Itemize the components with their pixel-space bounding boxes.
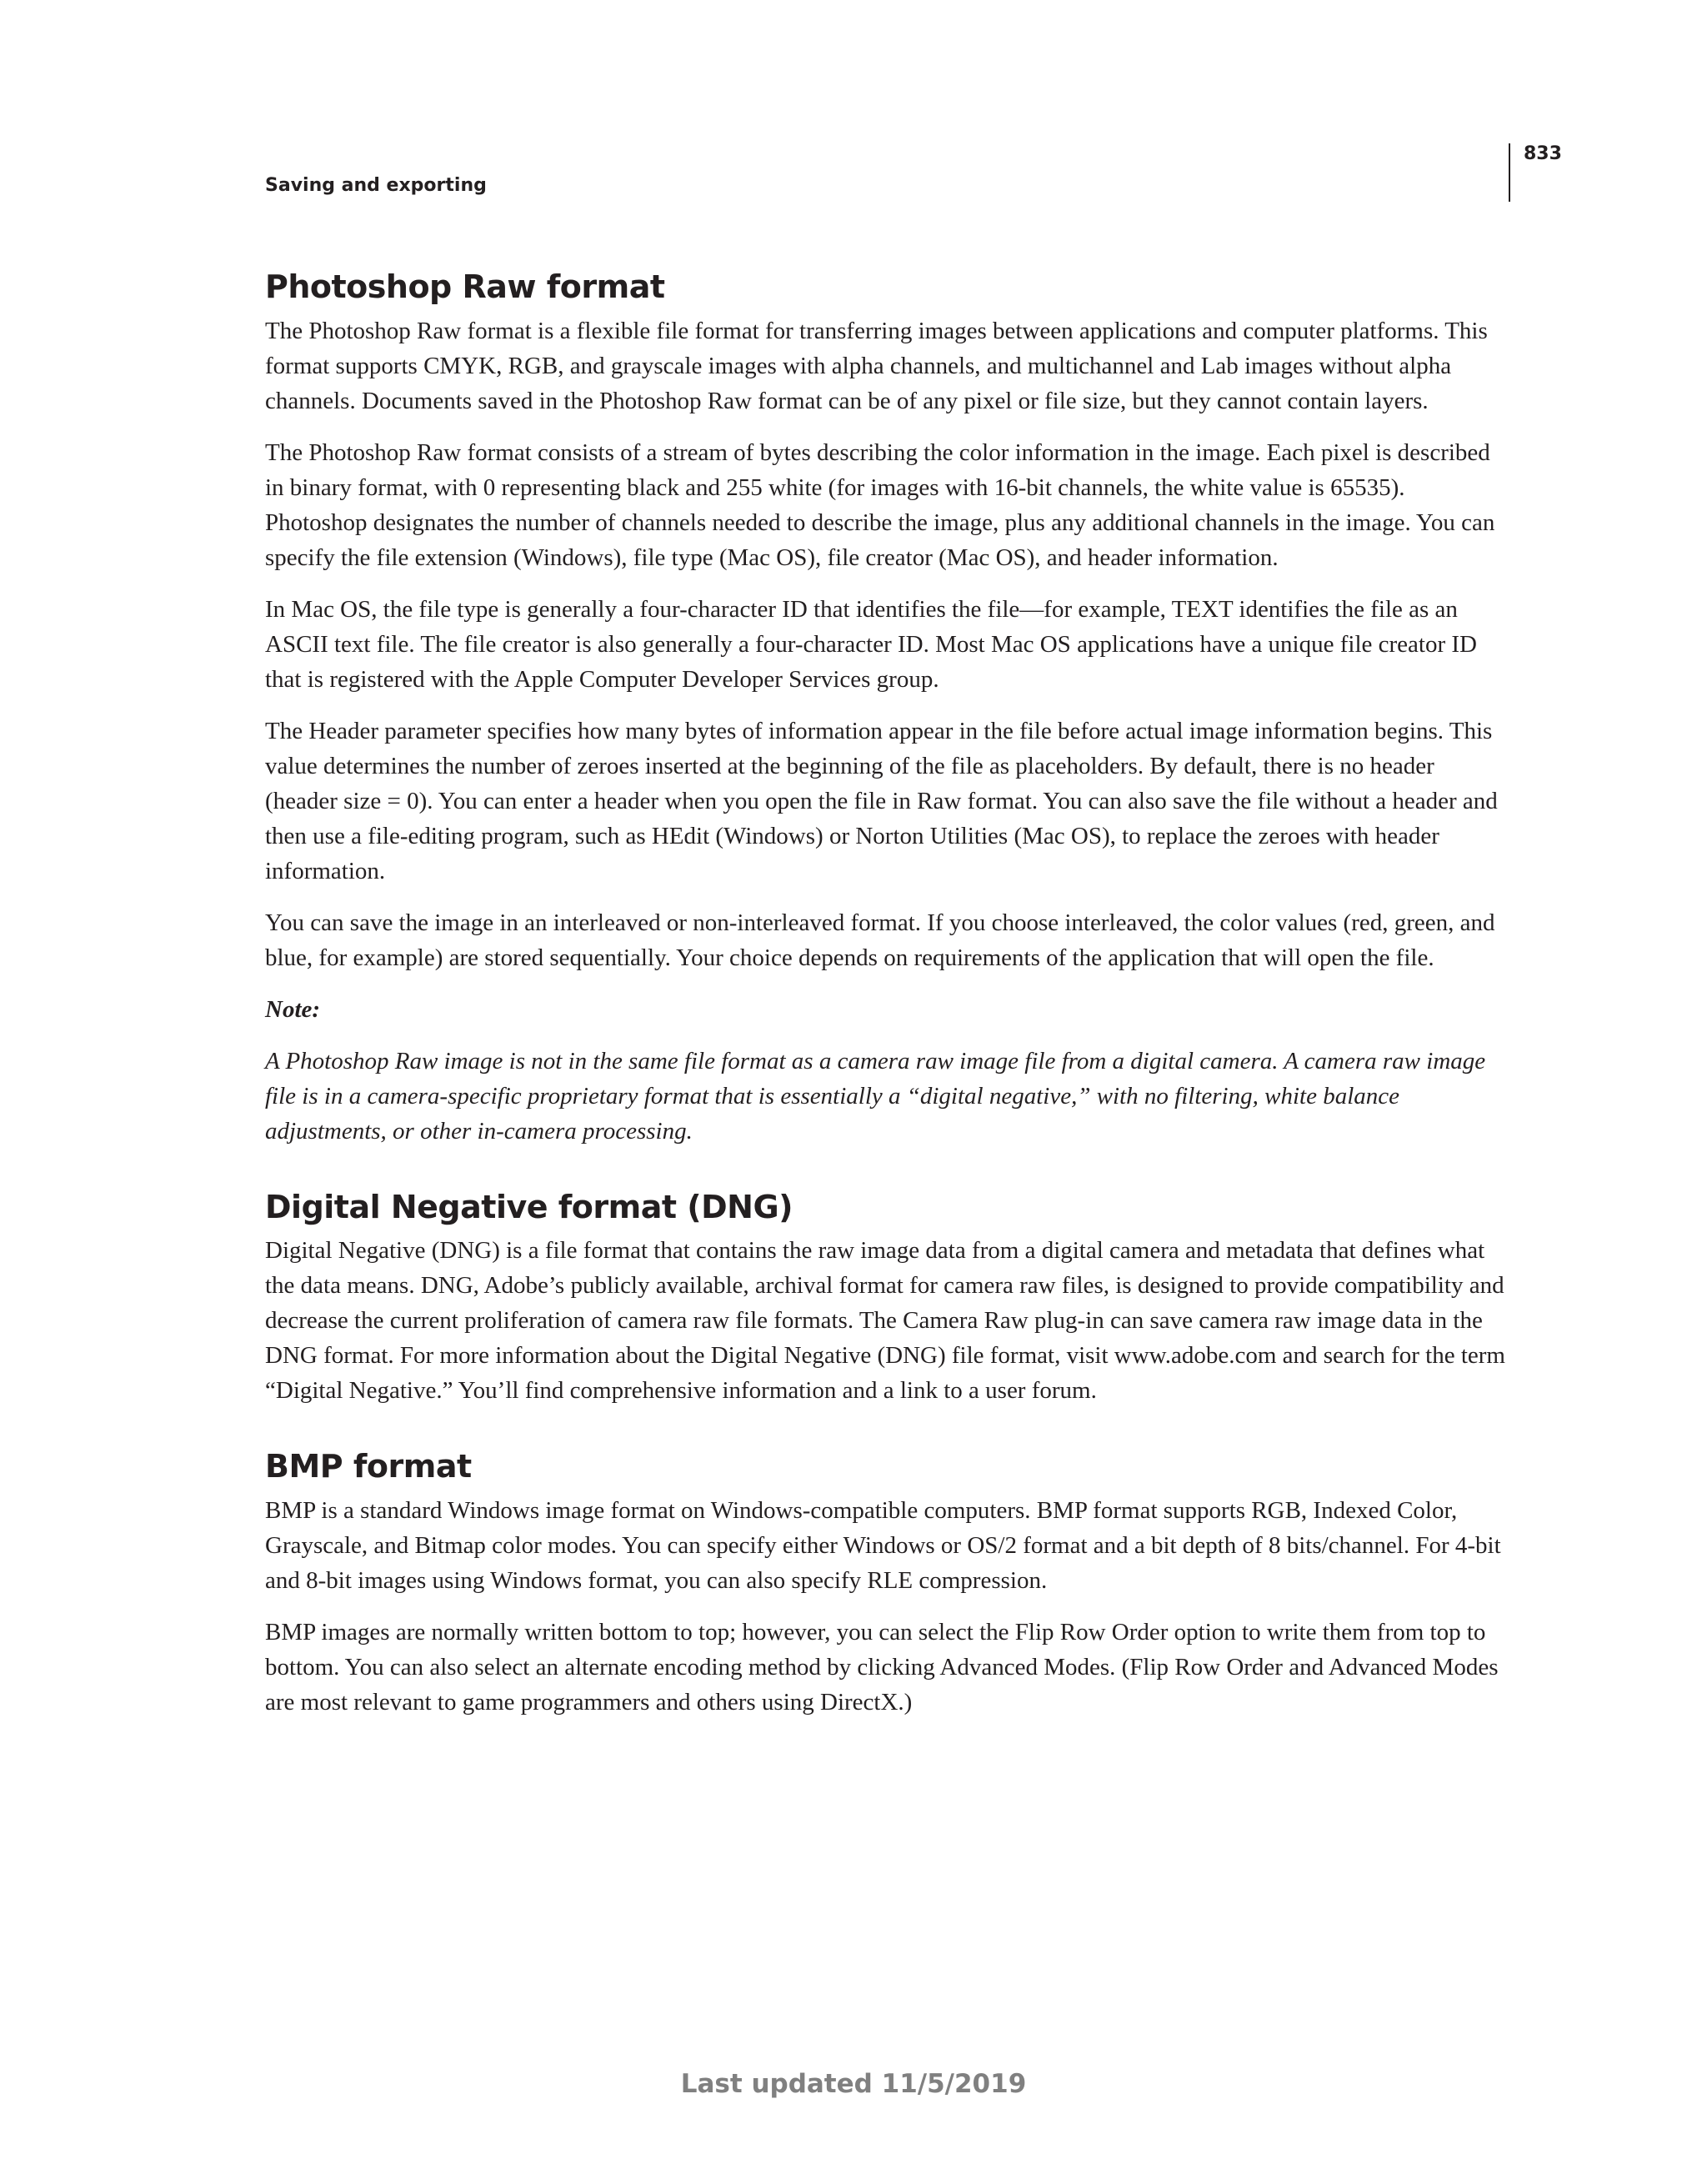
page-content bbox=[265, 268, 1510, 1736]
section-bmp bbox=[265, 1448, 1510, 1720]
note-label: Note: bbox=[265, 995, 321, 1023]
paragraph: BMP images are normally written bottom to top; however, you can select the Flip Row Order option to write them from top to bottom. You can also select an alternate encoding method by clicking Advanced Modes. (Flip Row Order and Advanced Modes are most relevant to game programmers and others using DirectX.) bbox=[265, 1618, 1499, 1716]
header-divider bbox=[1509, 143, 1510, 202]
section-heading: BMP format bbox=[265, 1448, 472, 1485]
page-number: 833 bbox=[1524, 143, 1562, 164]
section-photoshop-raw bbox=[265, 268, 1510, 1149]
paragraph: The Photoshop Raw format consists of a stream of bytes describing the color information in the image. Each pixel is described in binary format, with 0 representing black and 255 white (for images with 16-bit channels, the white value is 65535). Photoshop designates the number of channels needed to describe the image, plus any additional channels in the image. You can specify the file extension (Windows), file type (Mac OS), file creator (Mac OS), and header information. bbox=[265, 438, 1495, 571]
section-heading: Photoshop Raw format bbox=[265, 268, 665, 305]
paragraph: In Mac OS, the file type is generally a four-character ID that identifies the file—for example, TEXT identifies the file as an ASCII text file. The file creator is also generally a four-character ID. Most Mac OS applications have a unique file creator ID that is registered with the Apple Computer Developer Services group. bbox=[265, 595, 1477, 693]
section-heading: Digital Negative format (DNG) bbox=[265, 1188, 793, 1225]
section-dng bbox=[265, 1189, 1510, 1409]
paragraph: The Header parameter specifies how many bytes of information appear in the file before actual image information begins. This value determines the number of zeroes inserted at the beginning of the file as placeholders. By default, there is no header (header size = 0). You can enter a header when you open the file in Raw format. You can also save the file without a header and then use a file-editing program, such as HEdit (Windows) or Norton Utilities (Mac OS), to replace the zeroes with header information. bbox=[265, 717, 1498, 884]
paragraph: The Photoshop Raw format is a flexible file format for transferring images between applications and computer platforms. This format supports CMYK, RGB, and grayscale images with alpha channels, and multichannel and Lab images without alpha channels. Documents saved in the Photoshop Raw format can be of any pixel or file size, but they cannot contain layers. bbox=[265, 317, 1488, 414]
running-header: Saving and exporting bbox=[265, 175, 487, 196]
paragraph: Digital Negative (DNG) is a file format that contains the raw image data from a digital camera and metadata that defines what the data means. DNG, Adobe’s publicly available, archival format for camera raw files, is designed to provide compatibility and decrease the current proliferation of camera raw file formats. The Camera Raw plug-in can save camera raw image data in the DNG format. For more information about the Digital Negative (DNG) file format, visit www.adobe.com and search for the term “Digital Negative.” You’ll find comprehensive information and a link to a user forum. bbox=[265, 1237, 1505, 1405]
last-updated-footer: Last updated 11/5/2019 bbox=[680, 2069, 1027, 2099]
paragraph: BMP is a standard Windows image format on Windows-compatible computers. BMP format supports RGB, Indexed Color, Grayscale, and Bitmap color modes. You can specify either Windows or OS/2 format and a bit depth of 8 bits/channel. For 4-bit and 8-bit images using Windows format, you can also specify RLE compression. bbox=[265, 1496, 1501, 1594]
note-text: A Photoshop Raw image is not in the same file format as a camera raw image file from a digital camera. A camera raw image file is in a camera-specific proprietary format that is essentially a “digital negative,” with no filtering, white balance adjustments, or other in-camera processing. bbox=[265, 1047, 1486, 1145]
paragraph: You can save the image in an interleaved or non-interleaved format. If you choose interleaved, the color values (red, green, and blue, for example) are stored sequentially. Your choice depends on requirements of the application that will open the file. bbox=[265, 909, 1495, 971]
